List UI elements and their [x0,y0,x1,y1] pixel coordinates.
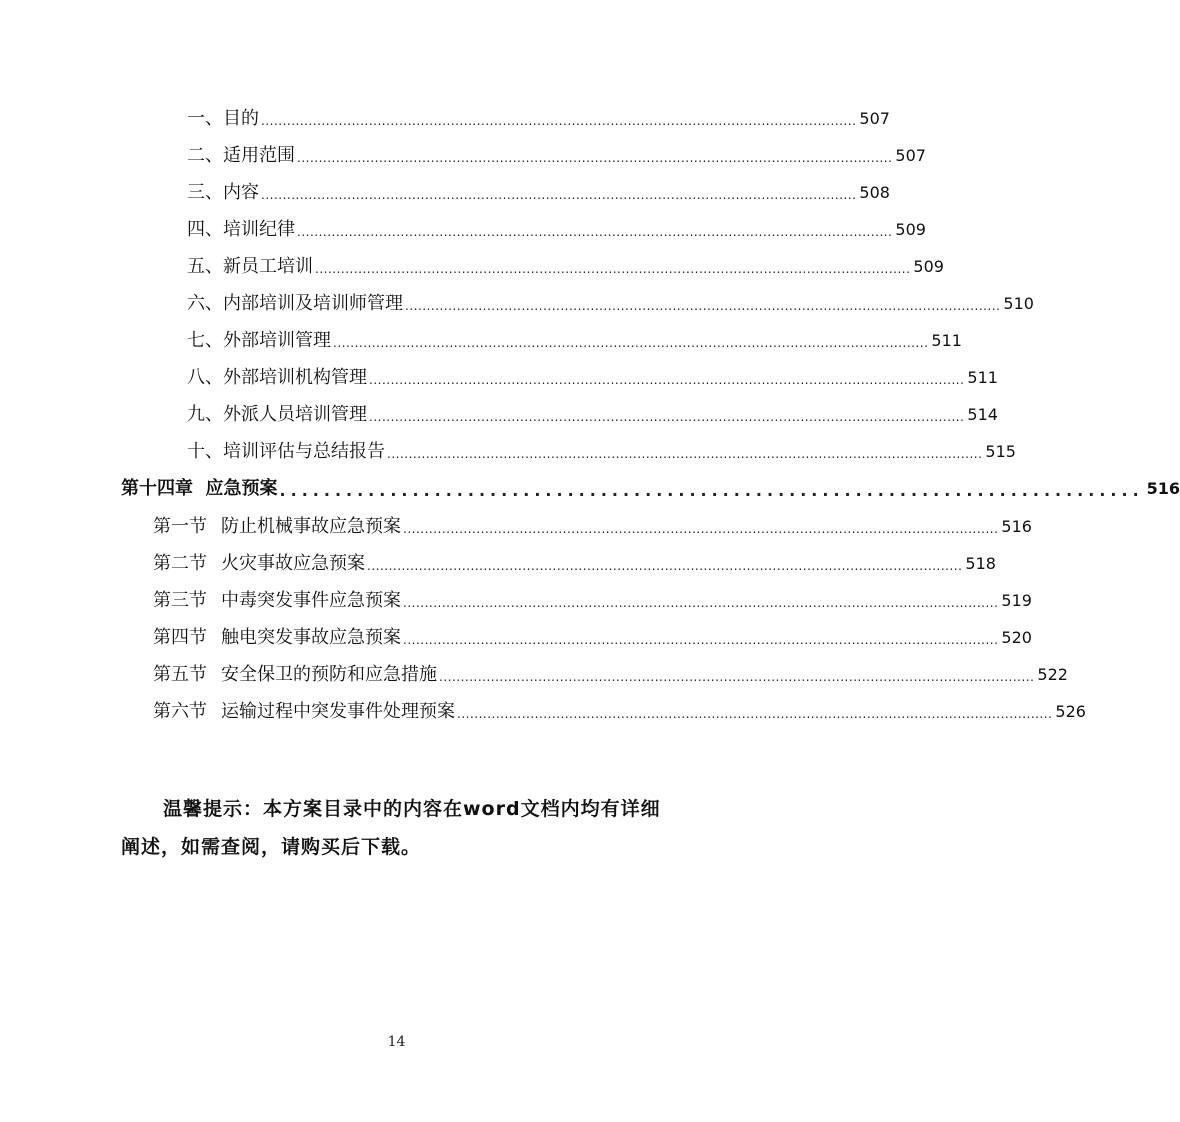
section-number: 第六节 [153,701,207,722]
toc-entry-page: 511 [931,331,962,350]
toc-entry-number: 三、 [187,182,223,203]
toc-entry-page: 514 [967,405,998,424]
leader-dots: .......................................................................................................................................... [261,114,857,128]
toc-entry-title: 外派人员培训管理 [223,404,367,425]
toc-entry-number: 二、 [187,145,223,166]
toc-entry[interactable] [187,326,962,356]
toc-entry[interactable] [187,215,926,245]
toc-entry-number: 八、 [187,367,223,388]
leader-dots: .......................................................................................................................................... [369,373,965,387]
toc-entry[interactable] [187,437,1016,467]
leader-dots: .......................................................................................................................................... [333,336,929,350]
toc-entry-page: 509 [913,257,944,276]
section-page: 519 [1001,591,1032,610]
leader-dots: .......................................................................................................................................... [403,633,999,647]
toc-entry-page: 510 [1003,294,1034,313]
leader-dots: .......................................................................................................................................... [403,522,999,536]
toc-entry-page: 509 [895,220,926,239]
page-number: 14 [387,1034,406,1050]
leader-dots: .......................................................................................................................................... [297,151,893,165]
toc-entry-title: 目的 [223,108,259,129]
leader-dots: .......................................................................................................................................... [369,410,965,424]
section-page: 522 [1037,665,1068,684]
toc-entry[interactable] [187,252,944,282]
toc-entry[interactable] [187,104,890,134]
toc-entry[interactable] [187,289,1034,319]
chapter-number: 第十四章 [121,478,193,499]
toc-entry[interactable] [187,178,890,208]
section-title: 触电突发事故应急预案 [221,627,401,648]
toc-entry-number: 六、 [187,293,223,314]
toc-entry-page: 508 [859,183,890,202]
toc-entry-title: 新员工培训 [223,256,313,277]
toc-entry-title: 适用范围 [223,145,295,166]
section-page: 526 [1055,702,1086,721]
toc-entry-number: 九、 [187,404,223,425]
purchase-notice: 温馨提示：本方案目录中的内容在word文档内均有详细阐述，如需查阅，请购买后下载。 [121,798,661,858]
section-title: 安全保卫的预防和应急措施 [221,664,437,685]
leader-dots: .......................................................................................................................................... [261,188,857,202]
leader-dots: .......................................................................................................................................... [457,707,1053,721]
toc-section-entry[interactable] [153,623,1032,653]
section-title: 防止机械事故应急预案 [221,516,401,537]
toc-entry[interactable] [187,400,998,430]
section-title: 运输过程中突发事件处理预案 [221,701,455,722]
section-page: 516 [1001,517,1032,536]
toc-chapter-entry[interactable] [121,474,1180,504]
leader-dots: .......................................................................................................................................... [405,299,1001,313]
leader-dots: .......................................................................................................................................... [403,596,999,610]
toc-entry-number: 四、 [187,219,223,240]
section-number: 第四节 [153,627,207,648]
leader-dots: .......................................................................................................................................... [315,262,911,276]
section-title: 火灾事故应急预案 [221,553,365,574]
leader-dots: .......................................................................................................................................... [297,225,893,239]
section-page: 518 [965,554,996,573]
toc-entry-page: 507 [895,146,926,165]
toc-entry-page: 511 [967,368,998,387]
toc-entry-title: 外部培训机构管理 [223,367,367,388]
toc-entry-title: 培训纪律 [223,219,295,240]
toc-section-entry[interactable] [153,660,1068,690]
chapter-title: 应急预案 [205,478,278,499]
section-number: 第三节 [153,590,207,611]
toc-entry-number: 五、 [187,256,223,277]
toc-section-entry[interactable] [153,697,1086,727]
toc-entry-number: 七、 [187,330,223,351]
toc-section-entry[interactable] [153,549,996,579]
toc-entry-title: 培训评估与总结报告 [223,441,385,462]
toc-entry-title: 内部培训及培训师管理 [223,293,403,314]
toc-section-entry[interactable] [153,586,1032,616]
chapter-page: 516 [1146,479,1180,498]
toc-entry-page: 507 [859,109,890,128]
section-number: 第一节 [153,516,207,537]
leader-dots: .......................................................................................................................................... [387,447,983,461]
toc-entry-number: 一、 [187,108,223,129]
section-number: 第二节 [153,553,207,574]
leader-dots: .......................................................................................................................................... [367,559,963,573]
leader-dots: .............................................................................. [279,481,1144,500]
section-number: 第五节 [153,664,207,685]
toc-entry[interactable] [187,363,998,393]
toc-section-entry[interactable] [153,512,1032,542]
toc-entry-number: 十、 [187,441,223,462]
section-page: 520 [1001,628,1032,647]
leader-dots: .......................................................................................................................................... [439,670,1035,684]
toc-entry-page: 515 [985,442,1016,461]
toc-entry-title: 外部培训管理 [223,330,331,351]
toc-entry-title: 内容 [223,182,259,203]
toc-entry[interactable] [187,141,926,171]
section-title: 中毒突发事件应急预案 [221,590,401,611]
